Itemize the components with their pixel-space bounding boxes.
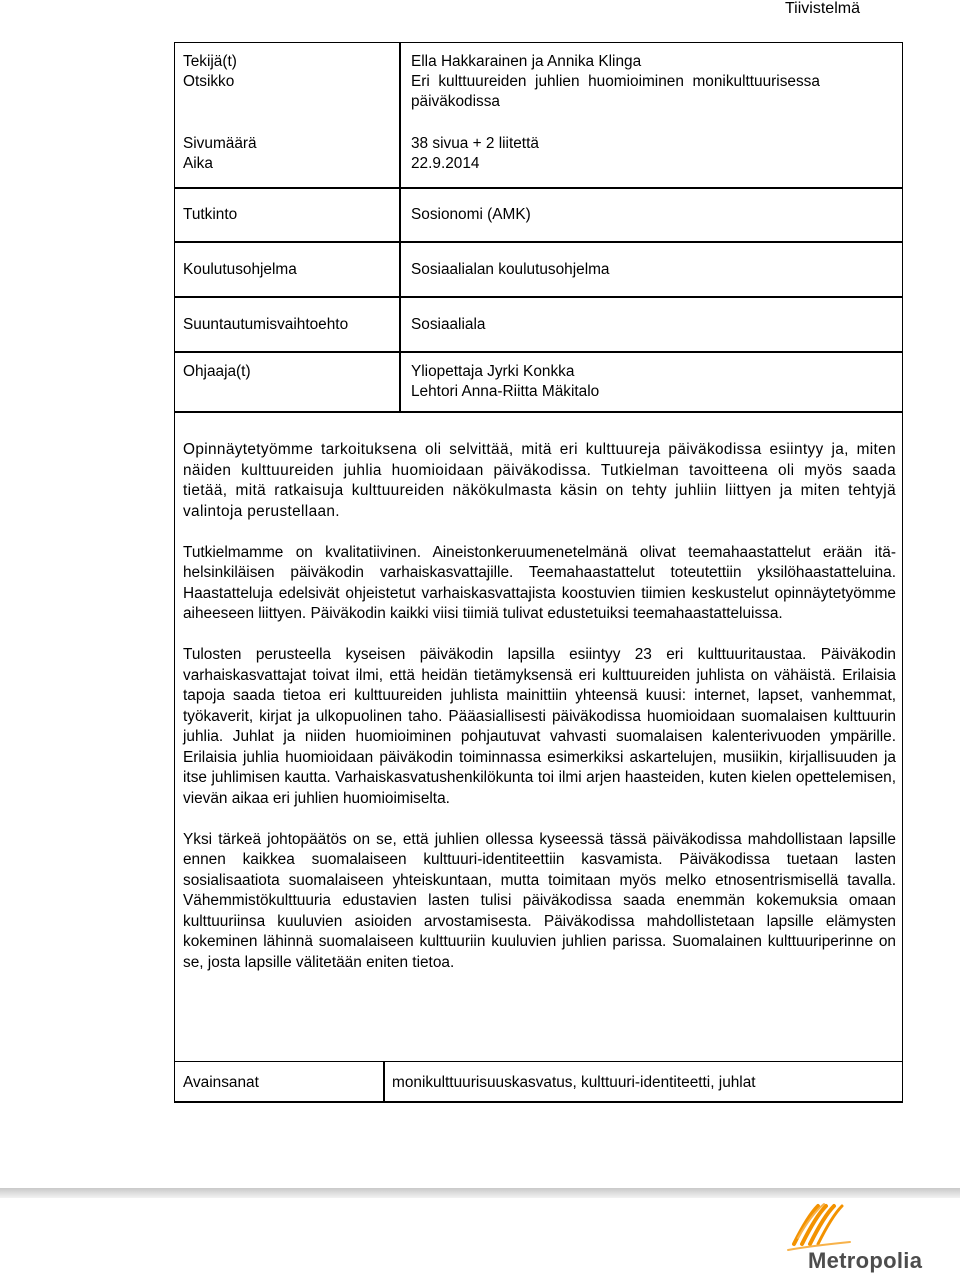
- keywords-value: monikulttuurisuuskasvatus, kulttuuri-identiteetti, juhlat: [392, 1074, 756, 1091]
- supervisor-label: Ohjaaja(t): [183, 363, 251, 380]
- pages-value: 38 sivua + 2 liitettä: [411, 135, 539, 152]
- author-value: Ella Hakkarainen ja Annika Klinga: [411, 53, 642, 70]
- keywords-label: Avainsanat: [183, 1074, 259, 1091]
- programme-value: Sosiaalialan koulutusohjelma: [411, 261, 610, 278]
- title-label: Otsikko: [183, 73, 235, 90]
- degree-label: Tutkinto: [183, 206, 238, 223]
- time-value: 22.9.2014: [411, 155, 480, 172]
- supervisor-value-line2: Lehtori Anna-Riitta Mäkitalo: [411, 383, 600, 400]
- author-label: Tekijä(t): [183, 53, 237, 70]
- row-divider: [174, 411, 903, 413]
- programme-label: Koulutusohjelma: [183, 261, 297, 278]
- supervisor-value-line1: Yliopettaja Jyrki Konkka: [411, 363, 575, 380]
- row-divider: [174, 187, 903, 189]
- column-divider: [383, 1061, 385, 1103]
- title-value-line2: päiväkodissa: [411, 93, 500, 110]
- title-value-line1: Eri kulttuureiden juhlien huomioiminen monikulttuurisessa: [411, 73, 820, 90]
- abstract-paragraph: Tulosten perusteella kyseisen päiväkodin lapsilla esiintyy 23 eri kulttuuritaustaa. Päiväkodin varhaiskasvattajat toivat ilmi, että heidän tietämyksensä eri kulttuureiden juhlista on vähäistä. Erilaisia tapoja saada tietoa eri kulttuureiden juhlista mainittiin yhteensä kuusi: internet, lapset, vanhemmat, työkaverit, kirjat ja ulkopuolinen taho. Pääasiallisesti päiväkodissa huomioidaan suomalaisen kulttuurin juhlia. Juhlat ja niiden huomioiminen pohjautuvat vahvasti suomalaisen kalenterivuoden ympärille. Erilaisia juhlia huomioidaan päiväkodin toiminnassa esimerkiksi askartelujen, musiikin, kirjallisuuden ja itse juhlimisen kautta. Varhaiskasvatushenkilökunta toi ilmi arjen haasteiden, kuten kielen opettelemisen, vievän aikaa eri juhlien huomioimiselta.: [183, 646, 896, 807]
- abstract-paragraph: Opinnäytetyömme tarkoituksena oli selvittää, mitä eri kulttuureja päiväkodissa esiintyy ja, miten näiden kulttuureiden juhlia huomioidaan päiväkodissa. Tutkielman tavoitteena oli myös saada tietää, mitä ratkaisuja kulttuureiden näkökulmasta käsin on tehty juhliin liittyen ja miten tehtyjä valintoja perustellaan.: [183, 441, 896, 520]
- pages-label: Sivumäärä: [183, 135, 257, 152]
- row-divider: [174, 351, 903, 353]
- row-divider: [174, 296, 903, 298]
- footer-band: [0, 1188, 960, 1198]
- column-divider: [399, 42, 401, 412]
- degree-value: Sosionomi (AMK): [411, 206, 531, 223]
- metropolia-logo-text: Metropolia: [808, 1248, 923, 1273]
- specialisation-value: Sosiaaliala: [411, 316, 486, 333]
- time-label: Aika: [183, 155, 213, 172]
- row-divider: [174, 241, 903, 243]
- specialisation-label: Suuntautumisvaihtoehto: [183, 316, 349, 333]
- abstract-paragraph: Yksi tärkeä johtopäätös on se, että juhlien ollessa kyseessä tässä päiväkodissa mahdollistaan lapsille ennen kaikkea suomalaiseen kulttuuri-identiteettiin kasvamista. Päiväkodissa tuetaan lasten sosialisaatiota suomalaiseen yhteiskuntaan, mutta toimitaan myös melko etnosentrismisellä tavalla. Vähemmistökulttuuria edustavien lasten tulisi päiväkodissa saada enemmän kokemuksia omaan kulttuuriinsa kuuluvien asioiden arvostamisesta. Päiväkodissa mahdollistetaan lapsille elämysten kokeminen lähinnä suomalaiseen kulttuuriin kuuluvien juhlien parissa. Suomalainen kulttuuriperinne on se, josta lapsille välitetään eniten tietoa.: [183, 830, 896, 971]
- abstract-paragraph: Tutkielmamme on kvalitatiivinen. Aineistonkeruumenetelmänä olivat teemahaastattelut erään itä-helsinkiläisen päiväkodin varhaiskasvattajille. Teemahaastattelut toteutettiin yksilöhaastatteluina. Haastatteluja edelsivät ohjeistetut varhaiskasvattajista koostuvien tiimien keskustelut opinnäytetyömme aiheeseen liittyen. Päiväkodin kaikki viisi tiimiä tulivat edustetuiksi teemahaastatteluissa.: [183, 543, 896, 622]
- abstract-body: [183, 440, 896, 994]
- page-header-title: Tiivistelmä: [785, 0, 860, 17]
